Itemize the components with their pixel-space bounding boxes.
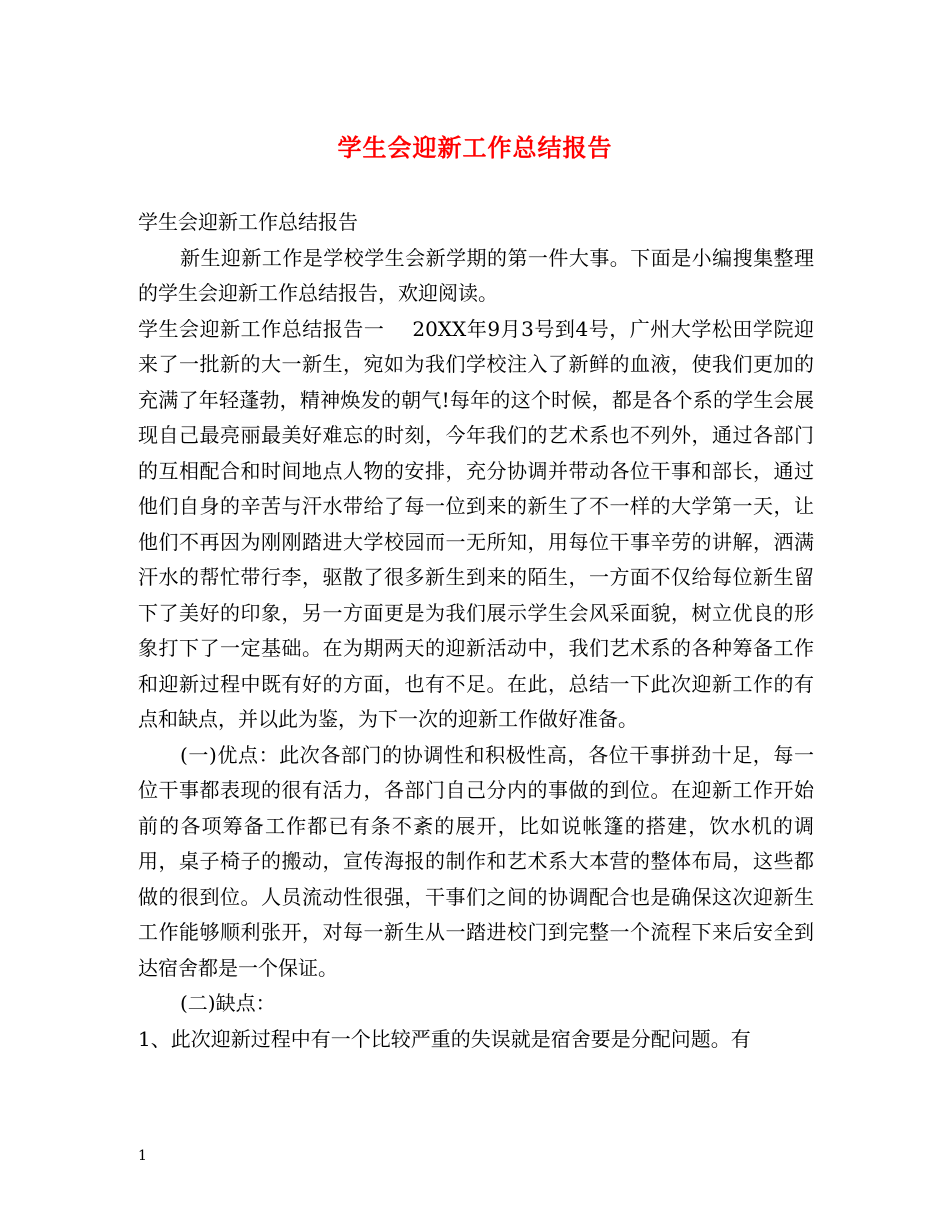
disadvantages-heading: (二)缺点： (180, 991, 276, 1015)
section-one-heading: 学生会迎新工作总结报告一 (138, 316, 385, 341)
section-one-paragraph (138, 312, 814, 738)
advantages-paragraph: (一)优点：此次各部门的协调性和积极性高，各位干事拼劲十足，每一位干事都表现的很有活力，各部门自己分内的事做的到位。在迎新工作开始前的各项筹备工作都已有条不紊的展开，比如说帐篷的搭建，饮水机的调用，桌子椅子的搬动，宣传海报的制作和艺术系大本营的整体布局，这些都做的很到位。人员流动性很强，干事们之间的协调配合也是确保这次迎新生工作能够顺利张开，对每一新生从一踏进校门到完整一个流程下来后安全到达宿舍都是一个保证。 (138, 742, 814, 980)
intro-paragraph: 新生迎新工作是学校学生会新学期的第一件大事。下面是小编搜集整理的学生会迎新工作总结报告，欢迎阅读。 (138, 245, 814, 305)
section-one-body: 20XX年9月3号到4号，广州大学松田学院迎来了一批新的大一新生，宛如为我们学校注入了新鲜的血液，使我们更加的充满了年轻蓬勃，精神焕发的朝气!每年的这个时候，都是各个系的学生会展现自己最亮丽最美好难忘的时刻，今年我们的艺术系也不列外，通过各部门的互相配合和时间地点人物的安排，充分协调并带动各位干事和部长，通过他们自身的辛苦与汗水带给了每一位到来的新生了不一样的大学第一天，让他们不再因为刚刚踏进大学校园而一无所知，用每位干事辛劳的讲解，洒满汗水的帮忙带行李，驱散了很多新生到来的陌生，一方面不仅给每位新生留下了美好的印象，另一方面更是为我们展示学生会风采面貌，树立优良的形象打下了一定基础。在为期两天的迎新活动中，我们艺术系的各种筹备工作和迎新过程中既有好的方面，也有不足。在此，总结一下此次迎新工作的有点和缺点，并以此为鉴，为下一次的迎新工作做好准备。 (138, 316, 814, 731)
document-title: 学生会迎新工作总结报告 (337, 133, 613, 162)
document-body (138, 205, 814, 1057)
page-number: 1 (138, 1148, 147, 1164)
disadvantage-item-one: 1、此次迎新过程中有一个比较严重的失误就是宿舍要是分配问题。有 (138, 1026, 751, 1051)
document-subtitle: 学生会迎新工作总结报告 (138, 210, 358, 234)
